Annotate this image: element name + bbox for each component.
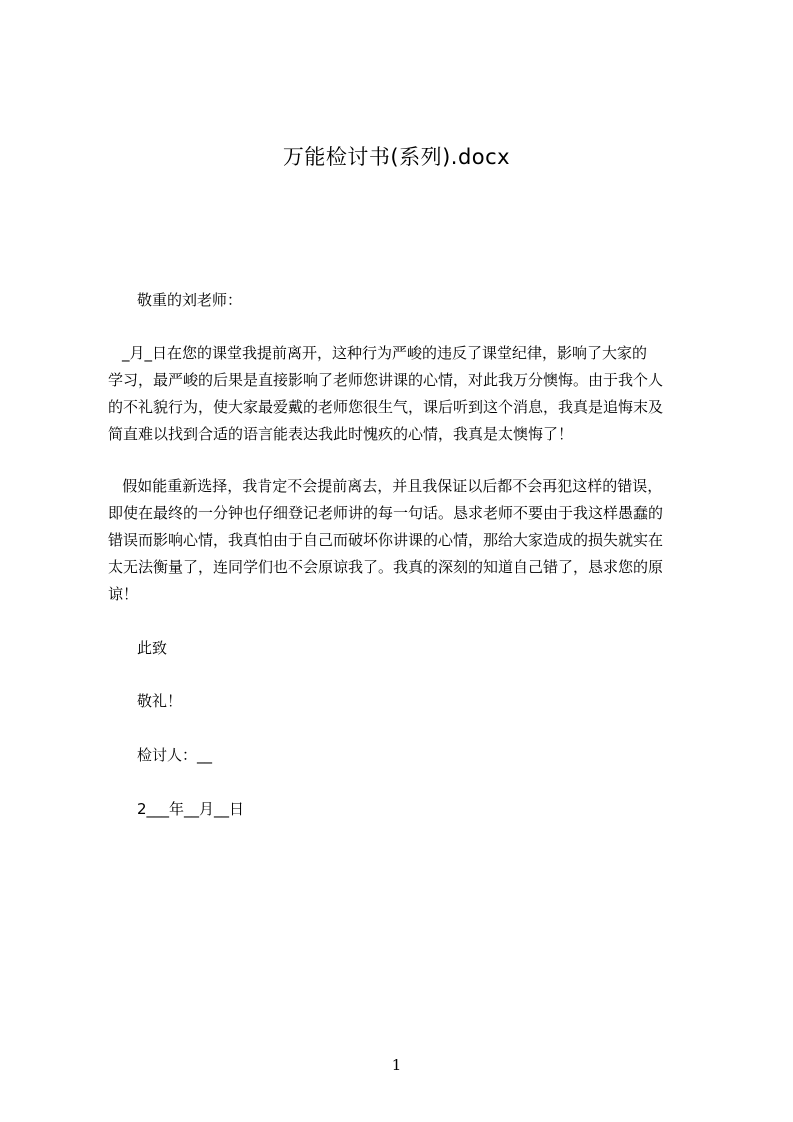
paragraph-1-line: _月_日在您的课堂我提前离开，这种行为严峻的违反了课堂纪律，影响了大家的 xyxy=(122,344,648,362)
salutation: 敬重的刘老师： xyxy=(137,291,243,309)
paragraph-2-line: 太无法衡量了，连同学们也不会原谅我了。我真的深刻的知道自己错了，恳求您的原 xyxy=(108,558,664,576)
paragraph-1-line: 简直难以找到合适的语言能表达我此时愧疚的心情，我真是太懊悔了！ xyxy=(108,425,574,443)
page-number: 1 xyxy=(391,1056,402,1074)
paragraph-1 xyxy=(108,340,722,448)
document-title: 万能检讨书(系列).docx xyxy=(282,145,511,169)
date-line: 2___年__月__日 xyxy=(137,800,245,818)
paragraph-2-line: 谅！ xyxy=(108,585,139,603)
paragraph-2-line: 即使在最终的一分钟也仔细登记老师讲的每一句话。恳求老师不要由于我这样愚蠢的 xyxy=(108,504,664,522)
signer-line: 检讨人：__ xyxy=(137,746,213,764)
closing-jing-li: 敬礼！ xyxy=(137,692,183,710)
paragraph-1-line: 的不礼貌行为，使大家最爱戴的老师您很生气，课后听到这个消息，我真是追悔末及 xyxy=(108,398,664,416)
paragraph-2-line: 错误而影响心情，我真怕由于自己而破坏你讲课的心情，那给大家造成的损失就实在 xyxy=(108,531,664,549)
paragraph-2 xyxy=(108,473,708,608)
paragraph-2-line: 假如能重新选择，我肯定不会提前离去，并且我保证以后都不会再犯这样的错误， xyxy=(108,477,663,495)
closing-ci-zhi: 此致 xyxy=(137,639,168,657)
paragraph-1-line: 学习，最严峻的后果是直接影响了老师您讲课的心情，对此我万分懊悔。由于我个人 xyxy=(108,371,664,389)
